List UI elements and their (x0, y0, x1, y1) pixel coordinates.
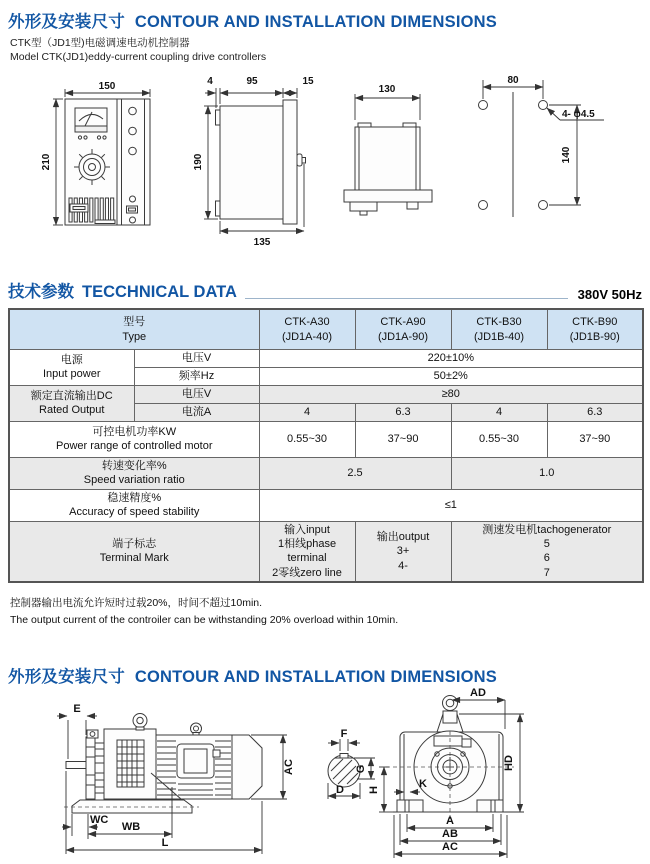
dim-hole-callout: 4- φ4.5 (562, 109, 595, 121)
model-column-ctk-a90: CTK-A90 (JD1A-90) (355, 309, 451, 349)
section1-title-zh: 外形及安装尺寸 (8, 13, 125, 31)
value-speed-variation-a: 2.5 (259, 457, 451, 489)
value-current-b90: 6.3 (547, 403, 643, 421)
dim-wc: WC (90, 813, 109, 826)
dim-side-body: 95 (246, 76, 258, 88)
terminal-output-cell: 输出output 3+ 4- (355, 521, 451, 582)
dim-d: D (336, 783, 344, 796)
terminal-tacho-cell: 测速发电机tachogenerator 5 6 7 (451, 521, 643, 582)
motor-dimension-drawings (0, 687, 650, 864)
value-accuracy: ≤1 (259, 489, 643, 521)
row-label-power-range: 可控电机功率KW Power range of controlled motor (9, 421, 259, 457)
dim-h: H (368, 785, 380, 794)
motor-end-view (368, 687, 524, 858)
rear-view-drawing (344, 84, 432, 215)
value-dc-voltage: ≥80 (259, 385, 643, 403)
dim-hd: HD (503, 754, 515, 771)
dim-l: L (161, 836, 169, 849)
value-current-a30: 4 (259, 403, 355, 421)
section3-title-en: CONTOUR AND INSTALLATION DIMENSIONS (134, 667, 497, 686)
junction-box (177, 744, 220, 778)
dim-front-width: 150 (98, 81, 116, 93)
row-label-terminal-mark: 端子标志 Terminal Mark (9, 521, 259, 582)
value-power-b90: 37~90 (547, 421, 643, 457)
coupling-grille (117, 740, 144, 787)
mounting-hole-drawing (479, 75, 605, 217)
section3-title (0, 655, 650, 687)
label-frequency: 频率Hz (134, 367, 259, 385)
mounting-dimensions (483, 75, 604, 205)
row-label-input-power: 电源 Input power (9, 349, 134, 385)
dim-a: A (446, 814, 454, 827)
dim-k: K (419, 777, 427, 790)
dim-wb: WB (121, 820, 141, 833)
value-frequency: 50±2% (259, 367, 643, 385)
overload-notes (10, 595, 640, 629)
dim-front-height: 210 (41, 154, 52, 171)
motor-side-view (57, 703, 295, 854)
section2-title-en: TECCHNICAL DATA (82, 283, 237, 302)
model-column-ctk-a30: CTK-A30 (JD1A-40) (259, 309, 355, 349)
section2-title-zh: 技术参数 (8, 283, 74, 302)
dim-hole-span-y: 140 (561, 147, 572, 164)
lifting-eyebolt-end (443, 695, 458, 710)
section1-title (0, 0, 650, 32)
fan-cover (232, 735, 262, 799)
panel-meter (75, 108, 107, 132)
row-label-rated-output: 额定直流输出DC Rated Output (9, 385, 134, 421)
label-dc-current: 电流A (134, 403, 259, 421)
dim-rear-width: 130 (378, 84, 396, 96)
terminal-input-cell: 输入input 1相线phase terminal 2零线zero line (259, 521, 355, 582)
rear-view-dimensions (355, 84, 420, 120)
value-power-a90: 37~90 (355, 421, 451, 457)
overload-note-zh: 控制器输出电流允许短时过载20%，时间不超过10min. (10, 597, 263, 610)
section1-title-en: CONTOUR AND INSTALLATION DIMENSIONS (134, 13, 497, 31)
subtitle-en: Model CTK(JD1)eddy-current coupling drive controllers (10, 51, 267, 64)
label-dc-voltage: 电压V (134, 385, 259, 403)
dim-ac-side: AC (283, 758, 295, 775)
dim-side-tab: 4 (207, 76, 213, 88)
label-voltage: 电压V (134, 349, 259, 367)
row-label-accuracy: 稳速精度% Accuracy of speed stability (9, 489, 259, 521)
row-label-speed-variation: 转速变化率% Speed variation ratio (9, 457, 259, 489)
front-view-drawing (41, 81, 150, 225)
dim-ab: AB (442, 827, 458, 840)
overload-note-en: The output current of the controiler can be withstanding 20% overload within 10min. (10, 613, 399, 626)
dim-side-depth: 135 (253, 237, 271, 249)
section2-title (8, 278, 642, 302)
ventilation-grille (69, 198, 115, 224)
value-power-a30: 0.55~30 (259, 421, 355, 457)
section1-subtitles (0, 32, 650, 64)
dim-ac-end: AC (442, 840, 458, 853)
controller-dimension-drawings (0, 64, 650, 264)
title-underline (245, 298, 568, 299)
value-current-b30: 4 (451, 403, 547, 421)
value-speed-variation-b: 1.0 (451, 457, 643, 489)
type-label-en: Type (122, 330, 147, 343)
dim-side-height: 190 (193, 154, 204, 171)
value-current-a90: 6.3 (355, 403, 451, 421)
motor-base (72, 800, 192, 813)
dim-e: E (73, 702, 81, 715)
type-label-zh: 型号 (123, 316, 146, 329)
lifting-eyebolt-coupling (133, 713, 147, 730)
dim-f: F (340, 727, 348, 740)
voltage-rating: 380V 50Hz (577, 287, 642, 303)
section3-title-zh: 外形及安装尺寸 (8, 667, 125, 686)
technical-data-table (8, 308, 644, 583)
side-view-drawing (193, 76, 314, 248)
value-power-b30: 0.55~30 (451, 421, 547, 457)
model-column-ctk-b30: CTK-B30 (JD1B-40) (451, 309, 547, 349)
header-type-cell (9, 309, 259, 349)
dim-hole-span-x: 80 (507, 75, 519, 87)
lifting-eyebolt-motor (191, 723, 202, 735)
model-column-ctk-b90: CTK-B90 (JD1B-90) (547, 309, 643, 349)
value-input-voltage: 220±10% (259, 349, 643, 367)
dim-ad: AD (470, 686, 486, 699)
dim-g: G (355, 764, 367, 773)
subtitle-zh: CTK型（JD1型)电磁调速电动机控制器 (10, 37, 190, 49)
dim-side-panel: 15 (302, 76, 314, 88)
